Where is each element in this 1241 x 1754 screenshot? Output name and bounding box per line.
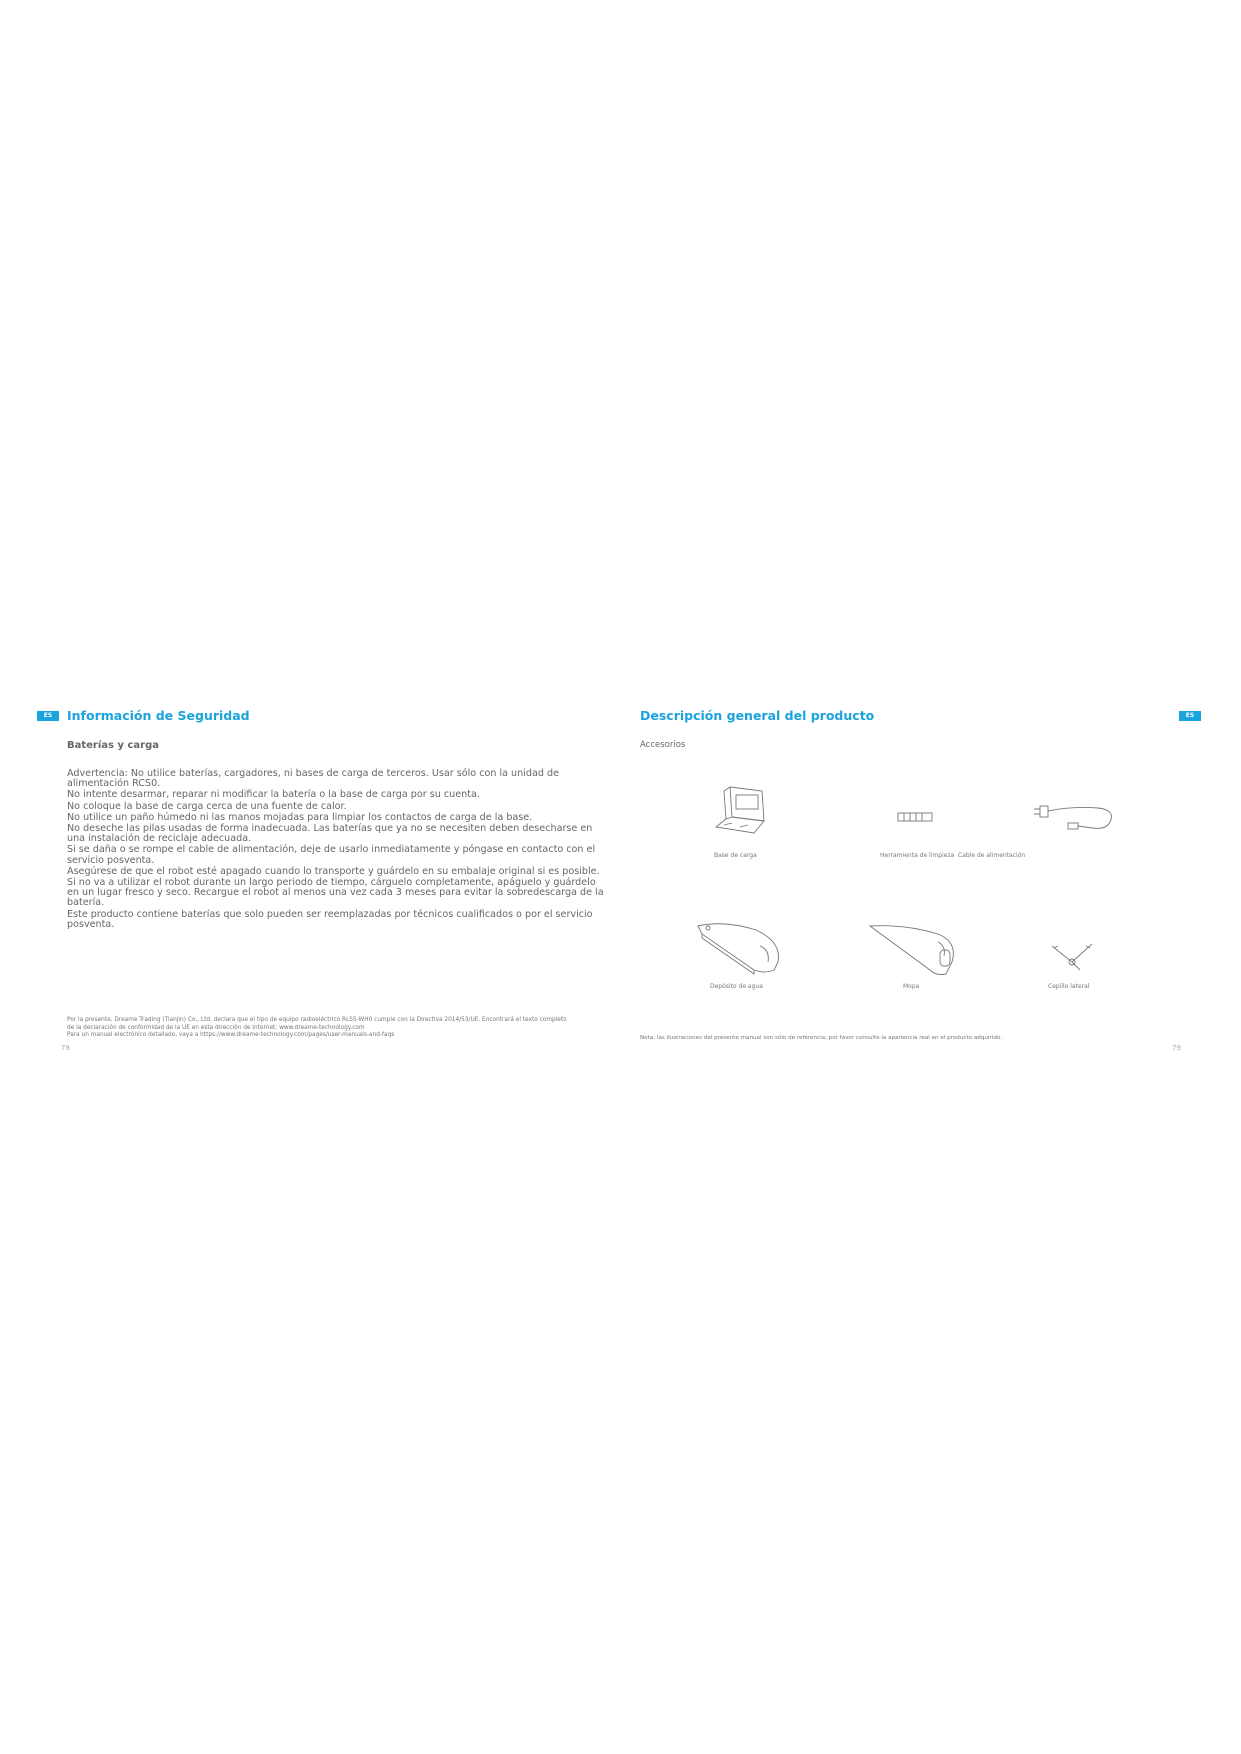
warning-item: No deseche las pilas usadas de forma inadecuada. Las baterías que ya no se necesiten deben desecharse en una instalación de reciclaje adecuada.	[67, 823, 593, 845]
accessory-label: Herramienta de limpieza	[880, 852, 955, 859]
language-badge: ES	[1179, 711, 1201, 721]
warning-item: Si se daña o se rompe el cable de alimentación, deje de usarlo inmediatamente y póngase en contacto con el servicio posventa.	[67, 844, 596, 866]
side-brush-icon	[1050, 940, 1094, 972]
accessory-label: Cable de alimentación	[958, 852, 1026, 859]
safety-warnings-list	[67, 769, 607, 931]
footnote-line: Por la presente, Dreame Trading (Tianjin) Co., Ltd. declara que el tipo de equipo radioeléctrico RLS5-WH0 cumple con la Directiva 2014/53/UE. Encontrará el texto completo	[67, 1017, 567, 1023]
accessory-label: Depósito de agua	[710, 983, 763, 990]
footnote-line: Para un manual electrónico detallado, vaya a https://www.dreame-technology.com/pages/user-manuals-and-faqs	[67, 1032, 395, 1038]
cleaning-tool-icon	[896, 810, 936, 824]
accessory-label: Base de carga	[714, 852, 757, 859]
warning-item: Asegúrese de que el robot esté apagado cuando lo transporte y guárdelo en su embalaje original si es posible.	[67, 865, 600, 877]
declaration-footnote	[67, 1017, 567, 1040]
warning-item: Advertencia: No utilice baterías, cargadores, ni bases de carga de terceros. Usar sólo con la unidad de alimentación RCS0.	[67, 768, 559, 790]
warning-item: Este producto contiene baterías que solo pueden ser reemplazadas por técnicos cualificados o por el servicio posventa.	[67, 908, 593, 930]
warning-item: No utilice un paño húmedo ni las manos mojadas para limpiar los contactos de carga de la base.	[67, 811, 533, 823]
accessory-label: Mopa	[903, 983, 920, 990]
language-badge: ES	[37, 711, 59, 721]
charging-dock-icon	[710, 783, 770, 841]
mop-icon	[866, 922, 958, 978]
warning-item: No intente desarmar, reparar ni modificar la batería o la base de carga por su cuenta.	[67, 789, 480, 801]
warning-item: Si no va a utilizar el robot durante un largo periodo de tiempo, cárguelo completamente, apáguelo y guárdelo en un lugar fresco y seco. Recargue el robot al menos una vez cada 3 meses para evitar la sobredescarga de la batería.	[67, 877, 604, 909]
section-subtitle: Accesorios	[640, 740, 686, 750]
illustration-note: Nota: las ilustraciones del presente manual son sólo de referencia, por favor consulte la apariencia real en el producto adquirido.	[640, 1035, 1002, 1041]
page-number: 78	[61, 1044, 70, 1052]
power-cable-icon	[1032, 800, 1116, 834]
page-title: Información de Seguridad	[67, 708, 250, 723]
warning-item: No coloque la base de carga cerca de una fuente de calor.	[67, 800, 347, 812]
accessory-label: Cepillo lateral	[1048, 983, 1090, 990]
page-title: Descripción general del producto	[640, 708, 875, 723]
page-number: 79	[1172, 1044, 1181, 1052]
footnote-line: de la declaración de conformidad de la UE en esta dirección de Internet: www.dreame-technology.com	[67, 1024, 365, 1031]
section-subtitle: Baterías y carga	[67, 740, 159, 751]
water-tank-icon	[694, 920, 784, 976]
